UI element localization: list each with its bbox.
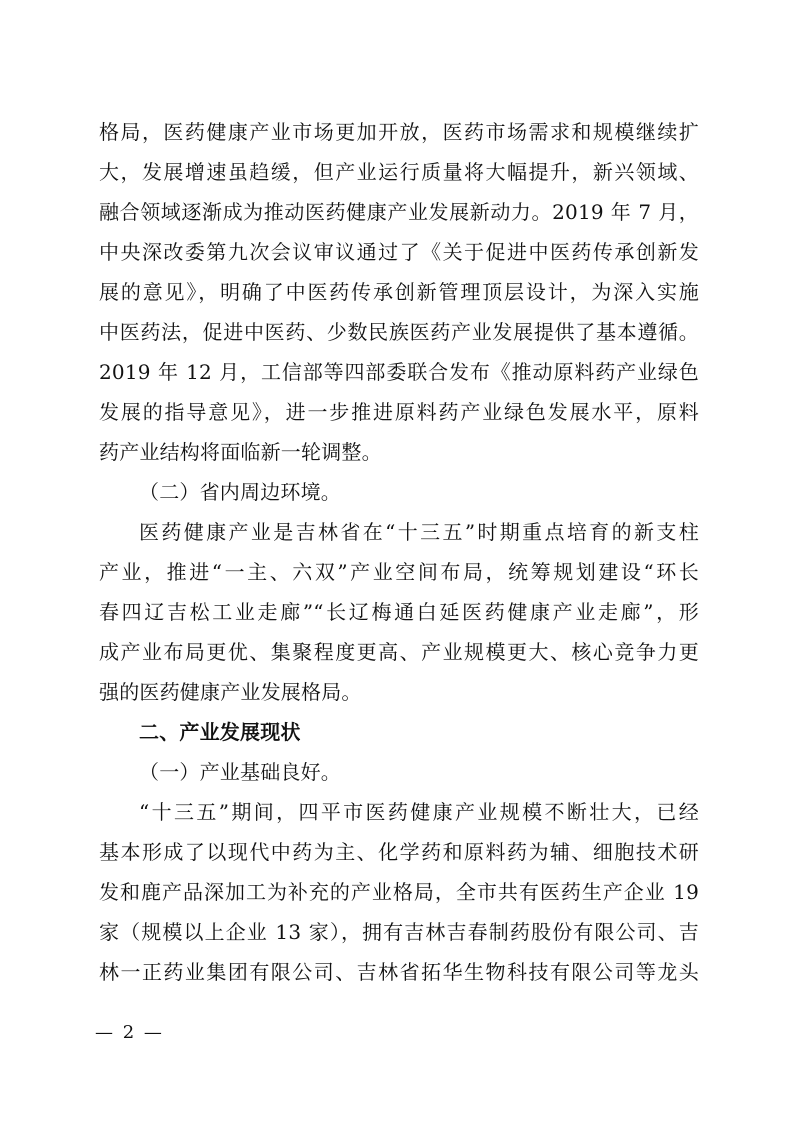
text-line: 发展的指导意见》，进一步推进原料药产业绿色发展水平，原料 xyxy=(99,400,699,424)
text-line: 医药健康产业是吉林省在“十三五”时期重点培育的新支柱 xyxy=(139,520,699,544)
text-line: 2019 年 12 月，工信部等四部委联合发布《推动原料药产业绿色 xyxy=(99,360,699,384)
text-line: 强的医药健康产业发展格局。 xyxy=(99,680,362,704)
text-line: 春四辽吉松工业走廊”“长辽梅通白延医药健康产业走廊”，形 xyxy=(99,600,699,624)
page-number: — 2 — xyxy=(95,1022,164,1043)
text-line: 产业，推进“一主、六双”产业空间布局，统筹规划建设“环长 xyxy=(99,560,699,584)
text-line: 融合领域逐渐成为推动医药健康产业发展新动力。2019 年 7 月， xyxy=(99,200,699,224)
subsection-title-provincial-environment: （二）省内周边环境。 xyxy=(139,480,341,504)
text-line: 发和鹿产品深加工为补充的产业格局，全市共有医药生产企业 19 xyxy=(99,880,699,904)
paragraph-provincial-environment xyxy=(99,512,699,712)
paragraph-context xyxy=(99,112,699,472)
text-line: 家（规模以上企业 13 家），拥有吉林吉春制药股份有限公司、吉 xyxy=(99,920,699,944)
text-line: 展的意见》，明确了中医药传承创新管理顶层设计，为深入实施 xyxy=(99,280,699,304)
text-line: 中央深改委第九次会议审议通过了《关于促进中医药传承创新发 xyxy=(99,240,699,264)
text-line: 基本形成了以现代中药为主、化学药和原料药为辅、细胞技术研 xyxy=(99,840,699,864)
subsection-title-industry-foundation: （一）产业基础良好。 xyxy=(139,760,341,784)
text-line: 林一正药业集团有限公司、吉林省拓华生物科技有限公司等龙头 xyxy=(99,960,699,984)
section-title-industry-status: 二、产业发展现状 xyxy=(139,720,301,744)
text-line: 大，发展增速虽趋缓，但产业运行质量将大幅提升，新兴领域、 xyxy=(99,160,699,184)
document-body xyxy=(99,112,699,992)
text-line: 药产业结构将面临新一轮调整。 xyxy=(99,440,382,464)
text-line: 中医药法，促进中医药、少数民族医药产业发展提供了基本遵循。 xyxy=(99,320,699,344)
text-line: “十三五”期间，四平市医药健康产业规模不断壮大，已经 xyxy=(139,800,699,824)
text-line: 格局，医药健康产业市场更加开放，医药市场需求和规模继续扩 xyxy=(99,120,699,144)
text-line: 成产业布局更优、集聚程度更高、产业规模更大、核心竞争力更 xyxy=(99,640,699,664)
paragraph-industry-foundation xyxy=(99,792,699,992)
